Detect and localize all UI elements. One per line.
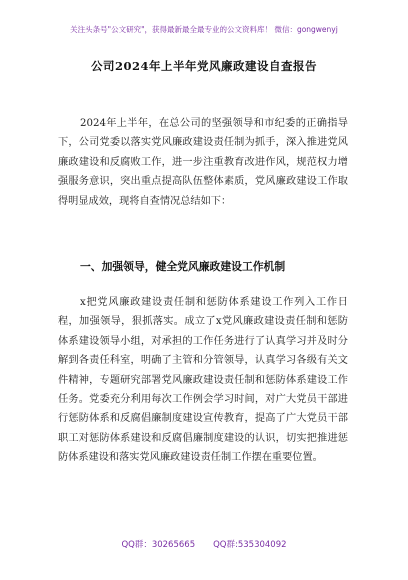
footer-qq-group-1: QQ群：30265665 [121, 540, 196, 550]
document-title: 公司2024年上半年党风廉政建设自查报告 [90, 59, 317, 73]
footer-qq-group-2: QQ群:535304092 [213, 540, 287, 550]
intro-paragraph [58, 114, 348, 211]
footer-banner [0, 538, 408, 550]
body-paragraph [58, 293, 348, 468]
section-heading: 一、加强领导，健全党风廉政建设工作机制 [80, 260, 286, 273]
intro-paragraph-text: 2024年上半年，在总公司的坚强领导和市纪委的正确指导下，公司党委以落实党风廉政建设责任制为抓手，深入推进党风廉政建设和反腐败工作，进一步注重教育改进作风，规范权力增强服务意识，突出重点提高队伍整体素质，党风廉政建设工作取得明显成效，现将自查情况总结如下： [58, 118, 348, 207]
header-banner: 关注头条号"公文研究"，获得最新最全最专业的公文资料库！ 微信：gongwenyj [70, 25, 338, 34]
body-paragraph-text: x把党风廉政建设责任制和惩防体系建设工作列入工作日程，加强领导，狠抓落实。成立了x党风廉政建设责任制和惩防体系建设领导小组，对承担的工作任务进行了认真学习并及时分解到各责任科室，明确了主管和分管领导，认真学习各级有关文件精神，专题研究部署党风廉政建设责任制和惩防体系建设工作任务。党委充分利用每次工作例会学习时间，对广大党员干部进行惩防体系和反腐倡廉制度建设宣传教育，提高了广大党员干部职工对惩防体系建设和反腐倡廉制度建设的认识，切实把推进惩防体系建设和落实党风廉政建设责任制工作摆在重要位置。 [58, 297, 348, 464]
